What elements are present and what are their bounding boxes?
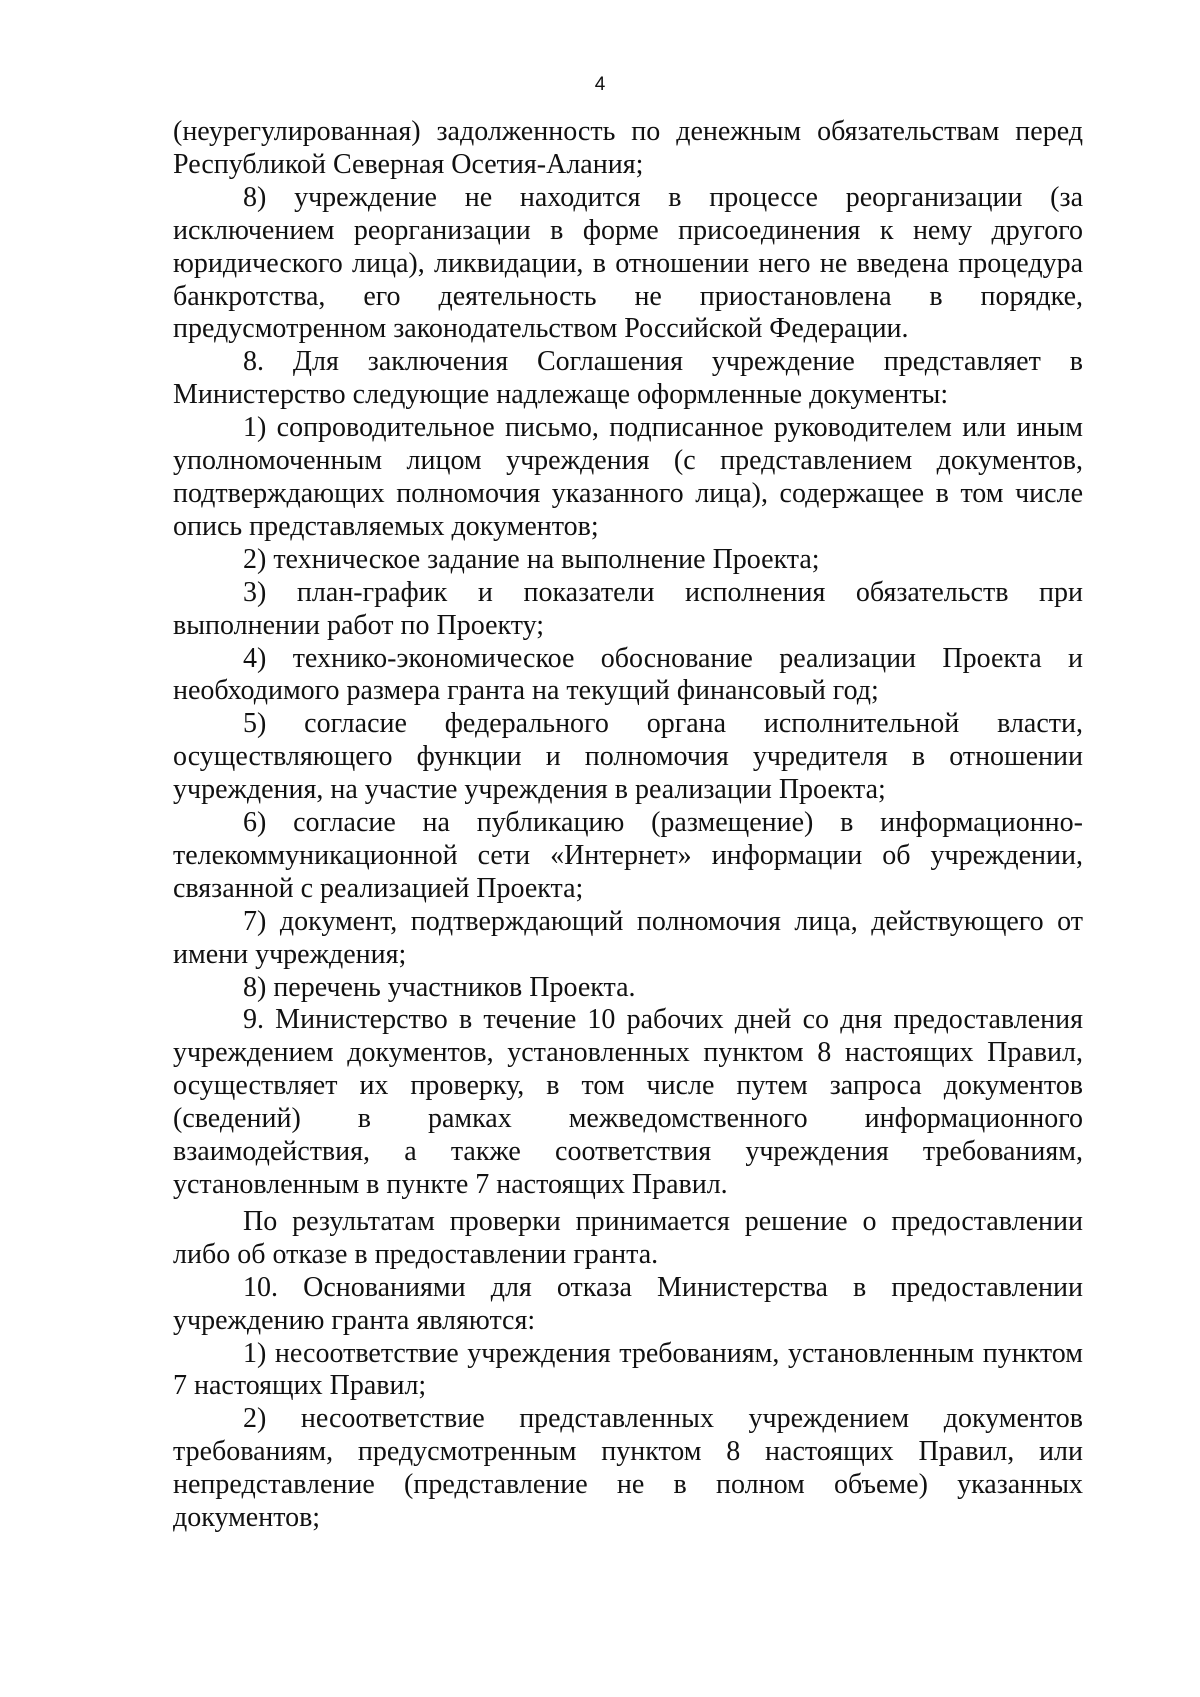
document-body (173, 116, 1083, 1535)
paragraph-clause-8-item-6: 6) согласие на публикацию (размещение) в информационно-телекоммуникационной сети «Интернет» информации об учреждении, связанной с реализацией Проекта; (173, 807, 1083, 904)
paragraph-clause-10-item-2: 2) несоответствие представленных учреждением документов требованиям, предусмотренным пунктом 8 настоящих Правил, или непредставление (представление не в полном объеме) указанных документов; (173, 1403, 1083, 1534)
paragraph-clause-8-item-7: 7) документ, подтверждающий полномочия лица, действующего от имени учреждения; (173, 905, 1083, 970)
page-number: 4 (594, 74, 606, 95)
paragraph-clause-10: 10. Основаниями для отказа Министерства в предоставлении учреждению гранта являются: (173, 1271, 1083, 1336)
paragraph-clause-8-item-8: 8) перечень участников Проекта. (243, 971, 636, 1003)
paragraph-clause-9: 9. Министерство в течение 10 рабочих дней со дня предоставления учреждением документов, установленных пунктом 8 настоящих Правил, осуществляет их проверку, в том числе путем запроса документов (сведений) в рамках межведомственного информационного взаимодействия, а также соответствия учреждения требованиям, установленным в пункте 7 настоящих Правил. (173, 1004, 1083, 1200)
paragraph-clause-10-item-1: 1) несоответствие учреждения требованиям, установленным пунктом 7 настоящих Правил; (173, 1337, 1083, 1402)
paragraph-clause-9-result: По результатам проверки принимается решение о предоставлении либо об отказе в предоставлении гранта. (173, 1205, 1083, 1270)
paragraph-continuation: (неурегулированная) задолженность по денежным обязательствам перед Республикой Северная Осетия-Алания; (173, 116, 1083, 180)
paragraph-clause-8-item-5: 5) согласие федерального органа исполнительной власти, осуществляющего функции и полномочия учредителя в отношении учреждения, на участие учреждения в реализации Проекта; (173, 708, 1083, 806)
paragraph-clause-8-item-3: 3) план-график и показатели исполнения обязательств при выполнении работ по Проекту; (173, 576, 1083, 641)
paragraph-clause-8-item-1: 1) сопроводительное письмо, подписанное руководителем или иным уполномоченным лицом учреждения (с представлением документов, подтверждающих полномочия указанного лица), содержащее в том числе опись представляемых документов; (173, 412, 1083, 542)
paragraph-item-7-8: 8) учреждение не находится в процессе реорганизации (за исключением реорганизации в форме присоединения к нему другого юридического лица), ликвидации, в отношении него не введена процедура банкротства, его деятельность не приостановлена в порядке, предусмотренном законодательством Российской Федерации. (173, 181, 1083, 345)
paragraph-clause-8: 8. Для заключения Соглашения учреждение представляет в Министерство следующие надлежаще оформленные документы: (173, 346, 1083, 411)
paragraph-clause-8-item-4: 4) технико-экономическое обоснование реализации Проекта и необходимого размера гранта на текущий финансовый год; (173, 642, 1083, 707)
paragraph-clause-8-item-2: 2) техническое задание на выполнение Проекта; (243, 543, 820, 575)
